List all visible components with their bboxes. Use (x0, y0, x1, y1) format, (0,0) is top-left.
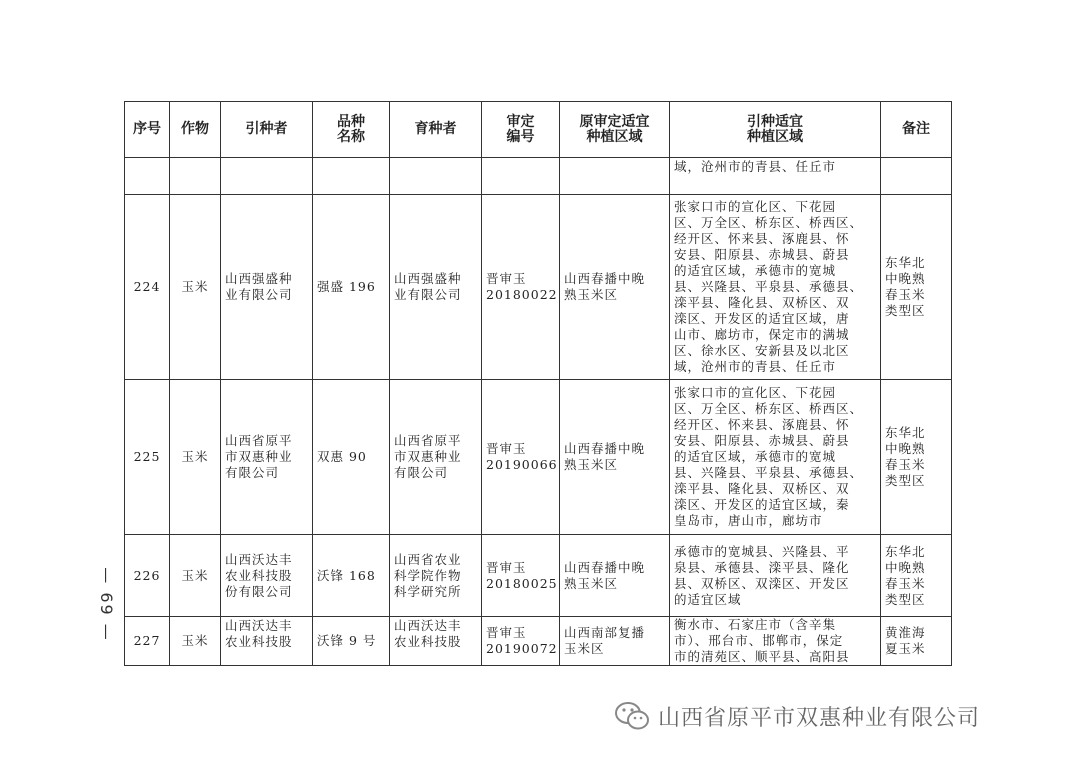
table-row (125, 158, 952, 195)
cell-introducer: 山西强盛种 业有限公司 (221, 195, 313, 380)
watermark-text: 山西省原平市双惠种业有限公司 (658, 705, 981, 731)
cell-variety (313, 158, 390, 195)
header-seq: 序号 (125, 102, 170, 158)
page-number: — 69 — (96, 566, 116, 642)
cell-orig-region: 山西南部复播 玉米区 (560, 617, 670, 666)
cell-intro-region: 衡水市、石家庄市（含辛集 市）、邢台市、邯郸市，保定 市的清苑区、顺平县、高阳县 (670, 617, 881, 666)
cell-approval: 晋审玉 20190066 (482, 380, 560, 535)
cell-introducer: 山西沃达丰 农业科技股 (221, 617, 313, 666)
cell-variety: 沃锋 168 (313, 535, 390, 617)
cell-introducer: 山西省原平 市双惠种业 有限公司 (221, 380, 313, 535)
header-introducer: 引种者 (221, 102, 313, 158)
cell-crop: 玉米 (170, 535, 221, 617)
cell-intro-region: 张家口市的宣化区、下花园 区、万全区、桥东区、桥西区、 经开区、怀来县、涿鹿县、怀 安县、阳原县、赤城县、蔚县 的适宜区域，承德市的宽城 县、兴隆县、平泉县、承德县、 滦平县、隆化县、双桥区、双 滦区、开发区的适宜区域，秦 皇岛市，唐山市，廊坊市 (670, 380, 881, 535)
cell-remark (881, 158, 952, 195)
header-approval: 审定 编号 (482, 102, 560, 158)
cell-seq: 224 (125, 195, 170, 380)
cell-introducer: 山西沃达丰 农业科技股 份有限公司 (221, 535, 313, 617)
cell-seq: 227 (125, 617, 170, 666)
cell-introducer (221, 158, 313, 195)
cell-approval (482, 158, 560, 195)
header-breeder: 育种者 (390, 102, 482, 158)
table-header-row (125, 102, 952, 158)
table-row (125, 617, 952, 666)
cell-approval: 晋审玉 20190072 (482, 617, 560, 666)
table-row (125, 380, 952, 535)
cell-orig-region: 山西春播中晚 熟玉米区 (560, 195, 670, 380)
cell-crop: 玉米 (170, 195, 221, 380)
cell-breeder: 山西沃达丰 农业科技股 (390, 617, 482, 666)
cell-variety: 双惠 90 (313, 380, 390, 535)
cell-approval: 晋审玉 20180025 (482, 535, 560, 617)
cell-orig-region: 山西春播中晚 熟玉米区 (560, 535, 670, 617)
cell-breeder: 山西强盛种 业有限公司 (390, 195, 482, 380)
cell-intro-region: 承德市的宽城县、兴隆县、平 泉县、承德县、滦平县、隆化 县、双桥区、双滦区、开发区 的适宜区域 (670, 535, 881, 617)
cell-crop: 玉米 (170, 380, 221, 535)
wechat-icon (614, 701, 650, 731)
cell-orig-region: 山西春播中晚 熟玉米区 (560, 380, 670, 535)
cell-approval: 晋审玉 20180022 (482, 195, 560, 380)
watermark (614, 696, 980, 736)
cell-breeder: 山西省农业 科学院作物 科学研究所 (390, 535, 482, 617)
cell-seq (125, 158, 170, 195)
cell-seq: 225 (125, 380, 170, 535)
cell-crop (170, 158, 221, 195)
cell-remark: 黄淮海 夏玉米 (881, 617, 952, 666)
cell-remark: 东华北 中晚熟 春玉米 类型区 (881, 535, 952, 617)
cell-remark: 东华北 中晚熟 春玉米 类型区 (881, 195, 952, 380)
variety-table (124, 101, 952, 666)
header-orig-region: 原审定适宜 种植区域 (560, 102, 670, 158)
header-intro-region: 引种适宜 种植区域 (670, 102, 881, 158)
cell-breeder (390, 158, 482, 195)
cell-seq: 226 (125, 535, 170, 617)
cell-variety: 沃锋 9 号 (313, 617, 390, 666)
cell-variety: 强盛 196 (313, 195, 390, 380)
table-row (125, 195, 952, 380)
cell-breeder: 山西省原平 市双惠种业 有限公司 (390, 380, 482, 535)
cell-intro-region: 张家口市的宣化区、下花园 区、万全区、桥东区、桥西区、 经开区、怀来县、涿鹿县、怀 安县、阳原县、赤城县、蔚县 的适宜区域，承德市的宽城 县、兴隆县、平泉县、承德县、 滦平县、隆化县、双桥区、双 滦区、开发区的适宜区域，唐 山市、廊坊市，保定市的满城 区、徐水区、安新县及以北区 域，沧州市的青县、任丘市 (670, 195, 881, 380)
header-remark: 备注 (881, 102, 952, 158)
header-crop: 作物 (170, 102, 221, 158)
cell-crop: 玉米 (170, 617, 221, 666)
header-variety: 品种 名称 (313, 102, 390, 158)
cell-intro-region: 域，沧州市的青县、任丘市 (670, 158, 881, 195)
cell-remark: 东华北 中晚熟 春玉米 类型区 (881, 380, 952, 535)
cell-orig-region (560, 158, 670, 195)
table-row (125, 535, 952, 617)
